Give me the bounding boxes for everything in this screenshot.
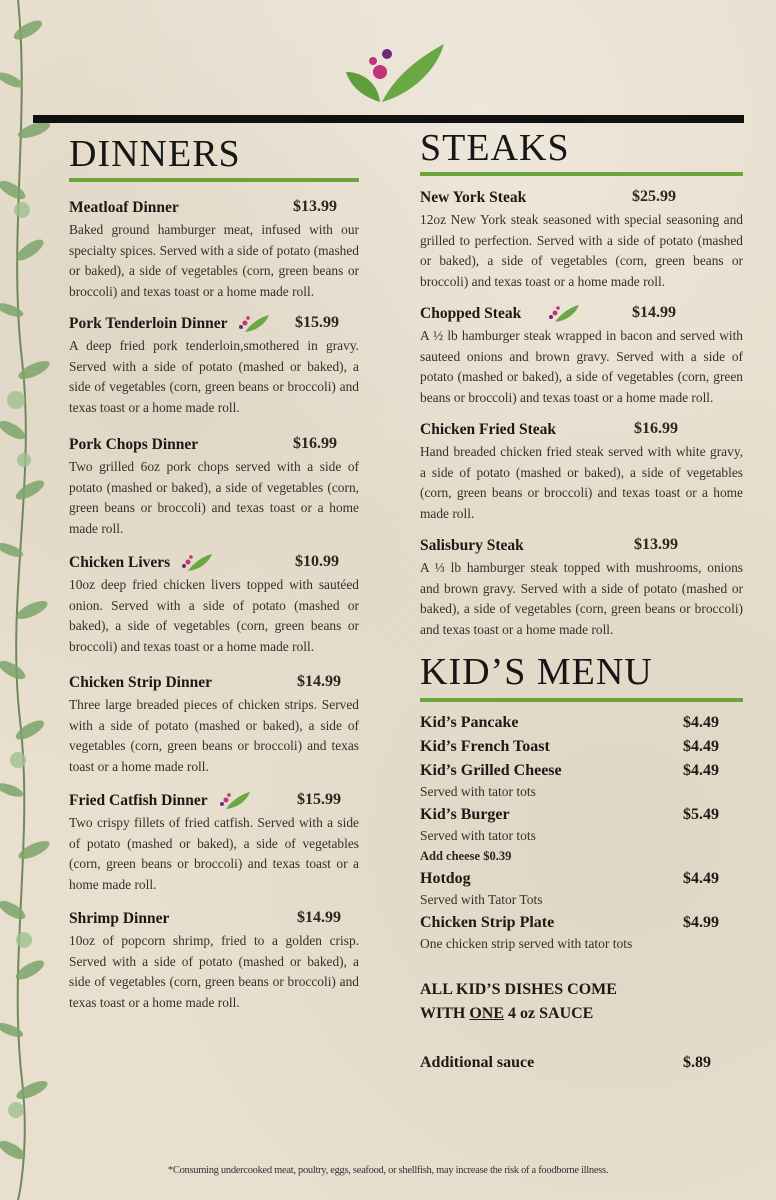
dinners-column — [69, 130, 359, 1013]
item-price: $14.99 — [297, 673, 341, 690]
kid-item-price: $4.49 — [683, 870, 719, 887]
menu-item — [69, 791, 359, 895]
steaks-title: STEAKS — [420, 127, 570, 169]
steaks-column — [420, 126, 743, 1074]
menu-item — [69, 553, 359, 657]
kid-item-name: Chicken Strip Plate — [420, 914, 555, 931]
additional-sauce-label: Additional sauce — [420, 1054, 535, 1071]
item-name: Chicken Fried Steak — [420, 421, 557, 438]
notice-line2-suffix: 4 oz SAUCE — [504, 1005, 594, 1022]
kid-item — [420, 868, 743, 890]
kid-item-note: Served with tator tots — [420, 784, 536, 799]
item-description: Two grilled 6oz pork chops served with a side of potato (mashed or baked), a side of vegetables (corn, green beans or broccoli) and texas toast or a home made roll. — [69, 459, 359, 536]
item-price: $13.99 — [293, 198, 337, 215]
menu-item — [420, 304, 743, 408]
item-price: $13.99 — [634, 536, 678, 553]
item-description: 12oz New York steak seasoned with special seasoning and grilled to perfection. Served with a side of potato (mashed or baked), a side of vegetables (corn, green beans or broccoli) and texas toast or a home made roll. — [420, 212, 743, 289]
item-name: Fried Catfish Dinner — [69, 792, 208, 809]
kid-item-note: Served with tator tots — [420, 828, 536, 843]
kid-item-price: $4.49 — [683, 738, 719, 755]
item-price: $15.99 — [297, 791, 341, 808]
disclaimer: *Consuming undercooked meat, poultry, eggs, seafood, or shellfish, may increase the risk of a foodborne illness. — [167, 1165, 609, 1176]
item-price: $14.99 — [632, 304, 676, 321]
kid-item-price: $5.49 — [683, 806, 719, 823]
kids-list — [420, 712, 743, 954]
kid-item — [420, 912, 743, 934]
item-description: A ⅓ lb hamburger steak topped with mushrooms, onions and brown gravy. Served with a side of potato (mashed or baked), a side of vegetables (corn, green beans or broccoli) and texas toast or a home made roll. — [420, 560, 743, 637]
menu-item — [69, 435, 359, 539]
item-price: $10.99 — [295, 553, 339, 570]
item-name: Salisbury Steak — [420, 537, 524, 554]
item-name: Pork Tenderloin Dinner — [69, 315, 228, 332]
steaks-rule — [420, 172, 743, 176]
item-price: $16.99 — [634, 420, 678, 437]
item-price: $14.99 — [297, 909, 341, 926]
notice-line2-prefix: WITH — [420, 1005, 470, 1022]
menu-item — [69, 909, 359, 1013]
kid-item — [420, 712, 743, 734]
leaf-icon — [216, 792, 250, 810]
kid-item-price: $4.49 — [683, 762, 719, 779]
item-name: Chopped Steak — [420, 305, 522, 322]
item-name: Chicken Strip Dinner — [69, 674, 212, 691]
top-divider — [33, 115, 744, 123]
menu-item — [69, 198, 359, 302]
item-name: Meatloaf Dinner — [69, 199, 179, 216]
leaf-icon — [235, 315, 269, 333]
kid-item — [420, 736, 743, 758]
leaf-icon — [178, 554, 212, 572]
item-price: $16.99 — [293, 435, 337, 452]
item-price: $15.99 — [295, 314, 339, 331]
kid-item-price: $4.49 — [683, 714, 719, 731]
additional-sauce — [420, 1052, 743, 1074]
item-name: Pork Chops Dinner — [69, 436, 199, 453]
notice-line1: ALL KID’S DISHES COME — [420, 981, 617, 998]
item-description: Baked ground hamburger meat, infused with our specialty spices. Served with a side of potato (mashed or baked), a side of vegetables (corn, green beans or broccoli) and texas toast or a home made roll. — [69, 222, 359, 299]
logo-icon — [344, 44, 444, 108]
kid-item-name: Kid’s Grilled Cheese — [420, 762, 562, 779]
additional-sauce-price: $.89 — [683, 1054, 711, 1071]
kids-sauce-notice — [420, 978, 743, 1026]
item-description: A deep fried pork tenderloin,smothered in gravy. Served with a side of potato (mashed or baked), a side of vegetables (corn, green beans or broccoli) and texas toast or a home made roll. — [69, 338, 359, 415]
item-name: Shrimp Dinner — [69, 910, 170, 927]
item-description: Two crispy fillets of fried catfish. Served with a side of potato (mashed or baked), a side of vegetables (corn, green beans or broccoli) and texas toast or a home made roll. — [69, 815, 359, 892]
kids-menu-title: KID’S MENU — [420, 651, 653, 693]
dinners-title: DINNERS — [69, 133, 241, 175]
menu-item — [420, 420, 743, 524]
menu-item — [420, 536, 743, 640]
notice-emphasis: ONE — [469, 1005, 505, 1022]
kid-item-name: Kid’s Pancake — [420, 714, 519, 731]
item-price: $25.99 — [632, 188, 676, 205]
kid-item — [420, 804, 743, 826]
kid-item-name: Kid’s French Toast — [420, 738, 550, 755]
item-name: New York Steak — [420, 189, 527, 206]
item-description: 10oz deep fried chicken livers topped with sautéed onion. Served with a side of potato (mashed or baked), a side of vegetables (corn, green beans or broccoli) and texas toast or a home made roll. — [69, 577, 359, 654]
dinners-rule — [69, 178, 359, 182]
kid-item-name: Kid’s Burger — [420, 806, 510, 823]
kid-item-name: Hotdog — [420, 870, 471, 887]
kid-item-note: Served with Tator Tots — [420, 892, 543, 907]
kid-item-addon: Add cheese $0.39 — [420, 849, 512, 863]
kids-rule — [420, 698, 743, 702]
item-description: 10oz of popcorn shrimp, fried to a golden crisp. Served with a side of potato (mashed or baked), a side of vegetables (corn, green beans or broccoli) and texas toast or a home made roll. — [69, 933, 359, 1010]
kid-item — [420, 760, 743, 782]
vine-decoration — [0, 0, 64, 1200]
menu-item — [69, 314, 359, 418]
menu-item — [420, 188, 743, 292]
leaf-icon — [545, 305, 579, 323]
item-description: Three large breaded pieces of chicken strips. Served with a side of potato (mashed or baked), a side of vegetables (corn, green beans or broccoli) and texas toast or a home made roll. — [69, 697, 359, 774]
item-description: Hand breaded chicken fried steak served with white gravy, a side of potato (mashed or baked), a side of vegetables (corn, green beans or broccoli) and texas toast or a home made roll. — [420, 444, 743, 521]
item-description: A ½ lb hamburger steak wrapped in bacon and served with sauteed onions and brown gravy. Served with a side of potato (mashed or baked), a side of vegetables (corn, green beans or broccoli) and texas toast or a home made roll. — [420, 328, 743, 405]
menu-item — [69, 673, 359, 777]
kid-item-note: One chicken strip served with tator tots — [420, 936, 633, 951]
item-name: Chicken Livers — [69, 554, 171, 571]
kid-item-price: $4.99 — [683, 914, 719, 931]
